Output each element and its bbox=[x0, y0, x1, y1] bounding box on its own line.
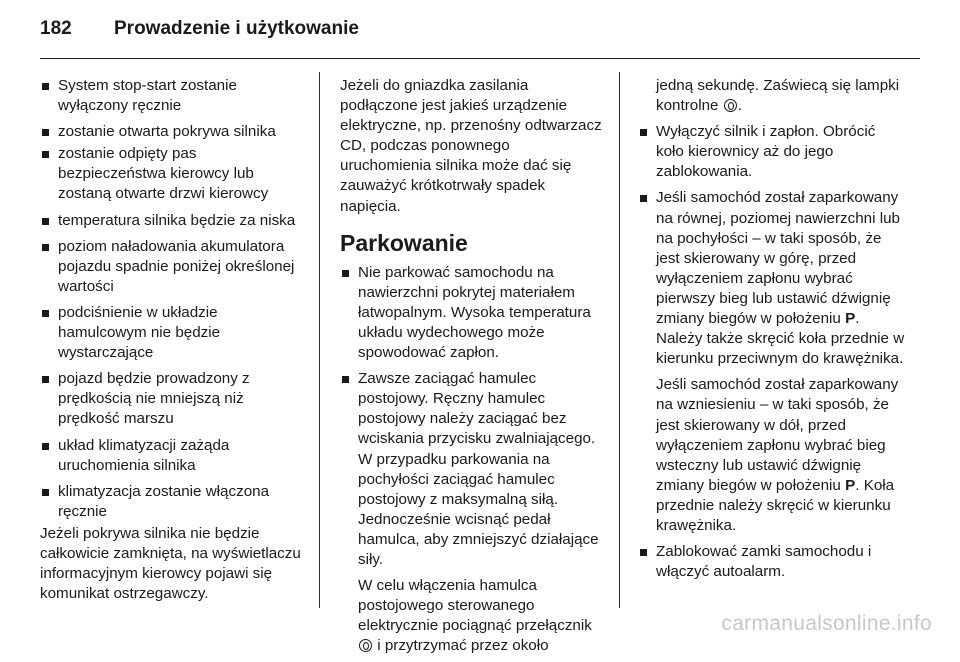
text-fragment: Jeśli samochód został zaparkowany na równej, poziomej nawierzchni lub na pochyłości – w taki sposób, że jest skierowany w górę, przed wyłączeniem zapłonu wybrać pierwszy bieg lub ustawić dźwignię zmiany biegów w położeniu bbox=[656, 189, 900, 328]
text-fragment: . bbox=[737, 97, 742, 115]
column-divider-2 bbox=[619, 72, 620, 608]
voltage-drop-paragraph: Jeżeli do gniazdka zasilania podłączone jest jakieś urządzenie elektryczne, np. przenośny odtwarzacz CD, podczas ponownego uruchomienia silnika może dać się zauważyć krótkotrwały spadek napięcia. bbox=[340, 77, 602, 215]
list-item: Wyłączyć silnik i zapłon. Obrócić koło kierownicy aż do jego zablokowania. bbox=[638, 122, 906, 182]
header-rule bbox=[40, 58, 920, 59]
list-item: klimatyzacja zostanie włączona ręcznie bbox=[40, 482, 302, 522]
column-1 bbox=[40, 76, 302, 610]
text-fragment: jedną sekundę. Zaświecą się lampki kontrolne bbox=[656, 77, 900, 115]
watermark: carmanualsonline.info bbox=[721, 612, 932, 635]
list-item: Zawsze zaciągać hamulec postojowy. Ręczny hamulec postojowy należy zaciągać bez wciskania przycisku zwalniającego. W przypadku parkowania na pochyłości zaciągać hamulec postojowy z maksymalną siłą. Jednocześnie wcisnąć pedał hamulca, aby zmniejszyć działające siły. bbox=[340, 369, 603, 570]
parking-list bbox=[340, 263, 603, 570]
list-item: zostanie odpięty pas bezpieczeństwa kierowcy lub zostaną otwarte drzwi kierowcy bbox=[40, 144, 302, 204]
lock-list bbox=[638, 542, 906, 582]
text-fragment: Jeśli samochód został zaparkowany na wzniesieniu – w taki sposób, że jest skierowany w dół, przed wyłączeniem zapłonu wybrać bieg wsteczny lub ustawić dźwignię zmiany biegów w położeniu bbox=[656, 376, 899, 494]
gear-position-p: P bbox=[845, 476, 856, 494]
text-fragment: . Należy także skręcić koła przednie w kierunku przeciwnym do krawężnika. bbox=[656, 310, 905, 368]
parking-brake-icon bbox=[724, 99, 737, 112]
stop-start-conditions-list bbox=[40, 76, 302, 522]
gear-position-p: P bbox=[845, 310, 856, 328]
list-item: Zablokować zamki samochodu i włączyć autoalarm. bbox=[638, 542, 906, 582]
list-item: podciśnienie w układzie hamulcowym nie będzie wystarczające bbox=[40, 303, 302, 363]
parking-brake-icon bbox=[359, 639, 372, 652]
list-item: układ klimatyzacji zażąda uruchomienia silnika bbox=[40, 436, 302, 476]
parking-steps-list bbox=[638, 122, 906, 369]
downhill-parking-paragraph bbox=[638, 375, 906, 536]
page-header bbox=[40, 18, 359, 48]
page-number: 182 bbox=[40, 18, 72, 39]
list-item: Nie parkować samochodu na nawierzchni pokrytej materiałem łatwopalnym. Wysoka temperatura układu wydechowego może spowodować zapłon. bbox=[340, 263, 603, 363]
electric-brake-paragraph bbox=[340, 576, 603, 656]
list-item: temperatura silnika będzie za niska bbox=[40, 211, 302, 231]
section-heading-parking: Parkowanie bbox=[340, 229, 468, 256]
page-title: Prowadzenie i użytkowanie bbox=[114, 18, 359, 39]
hood-warning-paragraph: Jeżeli pokrywa silnika nie będzie całkowicie zamknięta, na wyświetlaczu informacyjnym kierowcy pojawi się komunikat ostrzegawczy. bbox=[40, 524, 301, 603]
list-item: System stop-start zostanie wyłączony ręcznie bbox=[40, 76, 302, 116]
text-fragment: i przytrzymać przez około bbox=[377, 637, 549, 655]
text-fragment: W celu włączenia hamulca postojowego sterowanego elektrycznie pociągnąć przełącznik bbox=[358, 577, 592, 635]
list-item: zostanie otwarta pokrywa silnika bbox=[40, 122, 302, 142]
list-item: poziom naładowania akumulatora pojazdu spadnie poniżej określonej wartości bbox=[40, 237, 302, 297]
column-3 bbox=[638, 76, 906, 588]
text-fragment: . Koła przednie należy skręcić w kierunku krawężnika. bbox=[656, 476, 895, 534]
continuation-paragraph bbox=[638, 76, 906, 116]
column-divider-1 bbox=[319, 72, 320, 608]
list-item bbox=[638, 188, 906, 369]
column-2 bbox=[340, 76, 603, 662]
list-item: pojazd będzie prowadzony z prędkością nie mniejszą niż prędkość marszu bbox=[40, 369, 302, 429]
